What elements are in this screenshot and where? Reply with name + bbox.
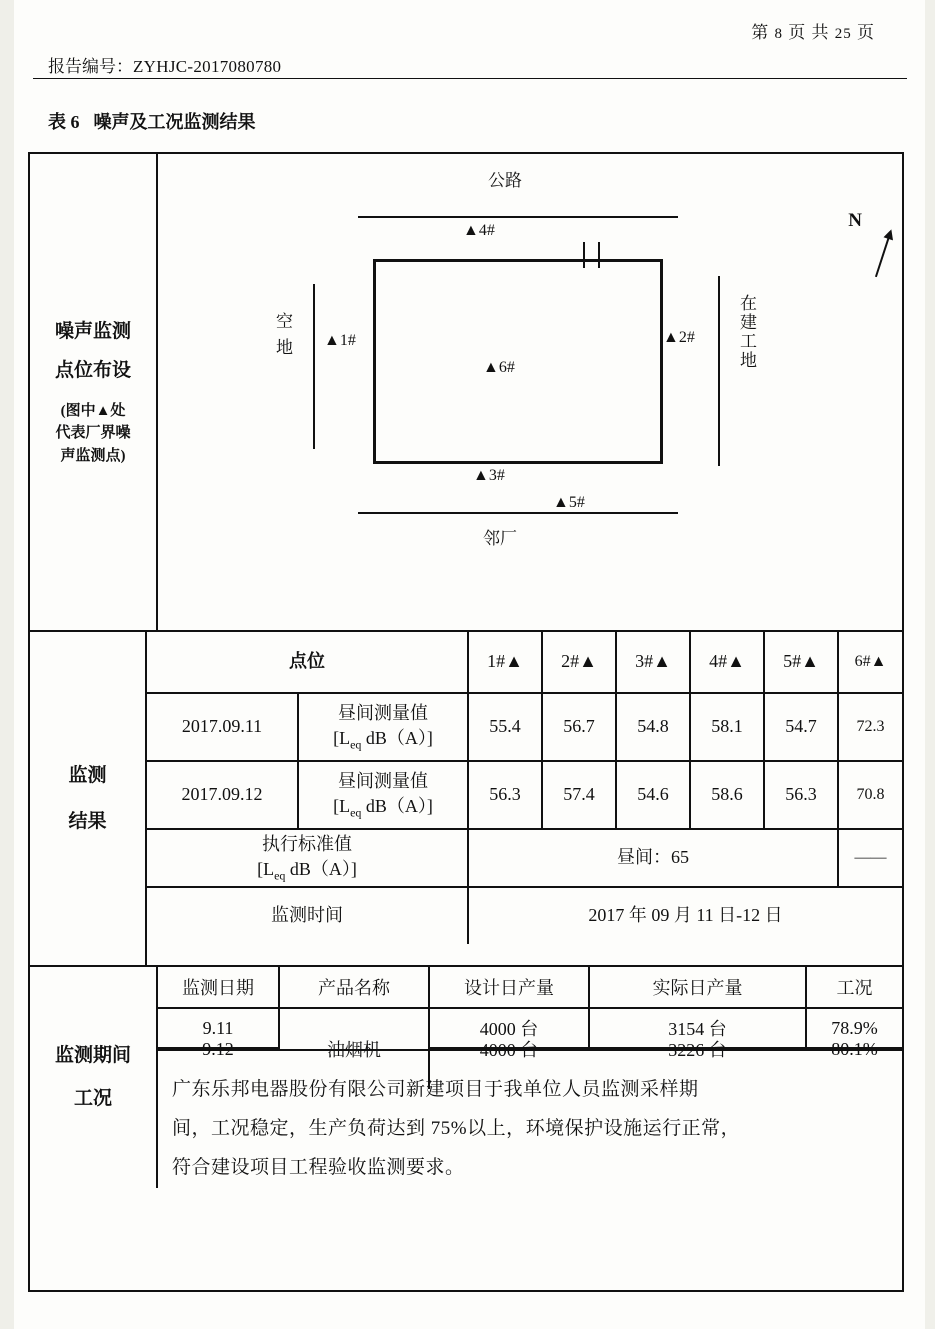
condition-row-label bbox=[30, 967, 158, 1188]
report-number-label: 报告编号： bbox=[48, 57, 133, 76]
point-3-marker: ▲3# bbox=[473, 467, 505, 484]
prod-header-design: 设计日产量 bbox=[430, 967, 590, 1007]
row1-value-6: 72.3 bbox=[856, 717, 885, 735]
row1-item-sub: eq bbox=[350, 737, 362, 752]
row1-value-2: 56.7 bbox=[543, 694, 617, 760]
row2-value-3: 54.6 bbox=[617, 762, 691, 828]
standard-value-6: —— bbox=[854, 848, 887, 866]
production-header-row bbox=[158, 967, 902, 1009]
row2-item-post: dB（A）] bbox=[361, 795, 433, 816]
row2-value-6: 70.8 bbox=[856, 785, 885, 803]
neighbor-label: 邻厂 bbox=[483, 529, 517, 548]
main-table bbox=[28, 152, 904, 1292]
col-header-2: 2#▲ bbox=[543, 632, 617, 692]
north-arrow-icon bbox=[875, 233, 891, 277]
diagram-row bbox=[30, 154, 902, 632]
point-4-marker: ▲4# bbox=[463, 222, 495, 239]
results-row bbox=[30, 632, 902, 967]
prod-row1-actual: 3154 台 bbox=[590, 1009, 807, 1049]
plant-boundary bbox=[373, 259, 663, 464]
point-1-marker: ▲1# bbox=[324, 332, 356, 349]
condition-body bbox=[158, 967, 902, 1188]
standard-value: 昼间：65 bbox=[469, 830, 839, 886]
prod-row1-rate: 78.9% bbox=[807, 1009, 902, 1049]
standard-label-post: dB（A）] bbox=[285, 858, 357, 879]
page-number-total: 25 bbox=[834, 26, 852, 42]
page-number-current: 8 bbox=[774, 26, 783, 42]
row1-item-post: dB（A）] bbox=[361, 727, 433, 748]
diagram-label-line2: 点位布设 bbox=[54, 360, 131, 382]
condition-paragraph bbox=[158, 1051, 902, 1188]
row2-item-pre: [L bbox=[333, 795, 351, 816]
table-row: 9.12 4000 台 3226 台 80.1% bbox=[202, 1038, 878, 1060]
row1-value-5: 54.7 bbox=[765, 694, 839, 760]
diagram-label-line1: 噪声监测 bbox=[54, 320, 131, 342]
page-number-prefix: 第 bbox=[751, 23, 770, 42]
point-2-marker: ▲2# bbox=[663, 329, 695, 346]
point-header-cell: 点位 bbox=[147, 632, 469, 692]
prod-row1-date: 9.11 bbox=[158, 1009, 280, 1049]
gate-tick-2 bbox=[598, 242, 600, 268]
condition-paragraph-line3: 符合建设项目工程验收监测要求。 bbox=[172, 1156, 465, 1178]
empty-land-label bbox=[276, 309, 293, 360]
results-label-line1: 监测 bbox=[68, 765, 107, 787]
north-label: N bbox=[848, 210, 862, 231]
report-number-value: ZYHJC-2017080780 bbox=[133, 57, 282, 76]
row1-item-line1: 昼间测量值 bbox=[338, 703, 428, 724]
point-6-marker: ▲6# bbox=[483, 359, 515, 376]
construction-line bbox=[718, 276, 720, 466]
row1-item-line2 bbox=[333, 726, 433, 753]
row1-value-3: 54.8 bbox=[617, 694, 691, 760]
row1-item-pre: [L bbox=[333, 727, 351, 748]
standard-label-line1: 执行标准值 bbox=[262, 834, 352, 855]
monitor-time-row bbox=[147, 888, 902, 944]
prod-header-actual: 实际日产量 bbox=[590, 967, 807, 1007]
diagram-label-note2: 代表厂界噪 bbox=[55, 425, 131, 442]
road-line bbox=[358, 216, 678, 218]
prod-header-rate: 工况 bbox=[836, 978, 873, 998]
empty-land-line bbox=[313, 284, 315, 449]
construction-label: 在建工地 bbox=[737, 294, 756, 370]
diagram-label-note3: 声监测点) bbox=[60, 447, 126, 464]
prod-header-date: 监测日期 bbox=[158, 967, 280, 1007]
col-header-4: 4#▲ bbox=[691, 632, 765, 692]
row2-item-sub: eq bbox=[350, 805, 362, 820]
condition-row bbox=[30, 967, 902, 1188]
diagram-label-note1: (图中▲处 bbox=[60, 402, 126, 419]
prod-row1-design: 4000 台 bbox=[430, 1009, 590, 1049]
empty-land-label-2: 地 bbox=[276, 337, 293, 357]
standard-row bbox=[147, 830, 902, 888]
neighbor-line bbox=[358, 512, 678, 514]
standard-label-pre: [L bbox=[257, 858, 275, 879]
row2-item bbox=[299, 762, 469, 828]
page-number bbox=[751, 18, 875, 43]
condition-label-line1: 监测期间 bbox=[54, 1044, 131, 1066]
empty-land-label-1: 空 bbox=[276, 312, 293, 331]
condition-paragraph-line1: 广东乐邦电器股份有限公司新建项目于我单位人员监测采样期 bbox=[172, 1079, 699, 1100]
road-label: 公路 bbox=[488, 171, 522, 190]
production-table bbox=[158, 967, 902, 1060]
row2-item-line2 bbox=[333, 794, 433, 821]
noise-point-layout-diagram bbox=[158, 154, 902, 630]
table-row bbox=[147, 694, 902, 762]
table-row bbox=[147, 762, 902, 830]
table-caption-number: 表 6 bbox=[48, 112, 80, 132]
standard-label-sub: eq bbox=[274, 868, 286, 883]
gate-tick-1 bbox=[583, 242, 585, 268]
table-caption bbox=[48, 108, 256, 134]
condition-paragraph-line2: 间，工况稳定，生产负荷达到 75%以上，环境保护设施运行正常， bbox=[172, 1117, 741, 1139]
monitor-time-value: 2017 年 09 月 11 日-12 日 bbox=[588, 905, 783, 926]
row2-value-5: 56.3 bbox=[765, 762, 839, 828]
row1-value-4: 58.1 bbox=[691, 694, 765, 760]
page-number-suffix: 页 bbox=[857, 23, 875, 42]
results-label-line2: 结果 bbox=[68, 810, 107, 832]
standard-label bbox=[147, 830, 469, 886]
diagram-row-label bbox=[30, 154, 158, 630]
monitor-time-label: 监测时间 bbox=[147, 888, 469, 944]
point-5-marker: ▲5# bbox=[553, 494, 585, 511]
prod-product-name: 油烟机 bbox=[280, 1009, 430, 1089]
row2-item-line1: 昼间测量值 bbox=[338, 771, 428, 792]
row2-value-4: 58.6 bbox=[691, 762, 765, 828]
header-divider bbox=[33, 78, 907, 79]
col-header-6: 6#▲ bbox=[854, 652, 887, 670]
table-caption-title: 噪声及工况监测结果 bbox=[93, 112, 256, 132]
col-header-3: 3#▲ bbox=[617, 632, 691, 692]
results-row-label bbox=[30, 632, 147, 965]
results-table bbox=[147, 632, 902, 965]
prod-header-product: 产品名称 bbox=[280, 967, 430, 1007]
col-header-1: 1#▲ bbox=[469, 632, 543, 692]
standard-label-line2 bbox=[257, 857, 357, 884]
row2-date: 2017.09.12 bbox=[147, 762, 299, 828]
page-number-mid: 页 共 bbox=[788, 23, 830, 42]
row1-item bbox=[299, 694, 469, 760]
col-header-5: 5#▲ bbox=[765, 632, 839, 692]
results-header-row bbox=[147, 632, 902, 694]
row2-value-1: 56.3 bbox=[469, 762, 543, 828]
row1-value-1: 55.4 bbox=[469, 694, 543, 760]
row1-date: 2017.09.11 bbox=[147, 694, 299, 760]
report-number bbox=[48, 52, 281, 77]
row2-value-2: 57.4 bbox=[543, 762, 617, 828]
condition-label-line2: 工况 bbox=[73, 1088, 112, 1110]
